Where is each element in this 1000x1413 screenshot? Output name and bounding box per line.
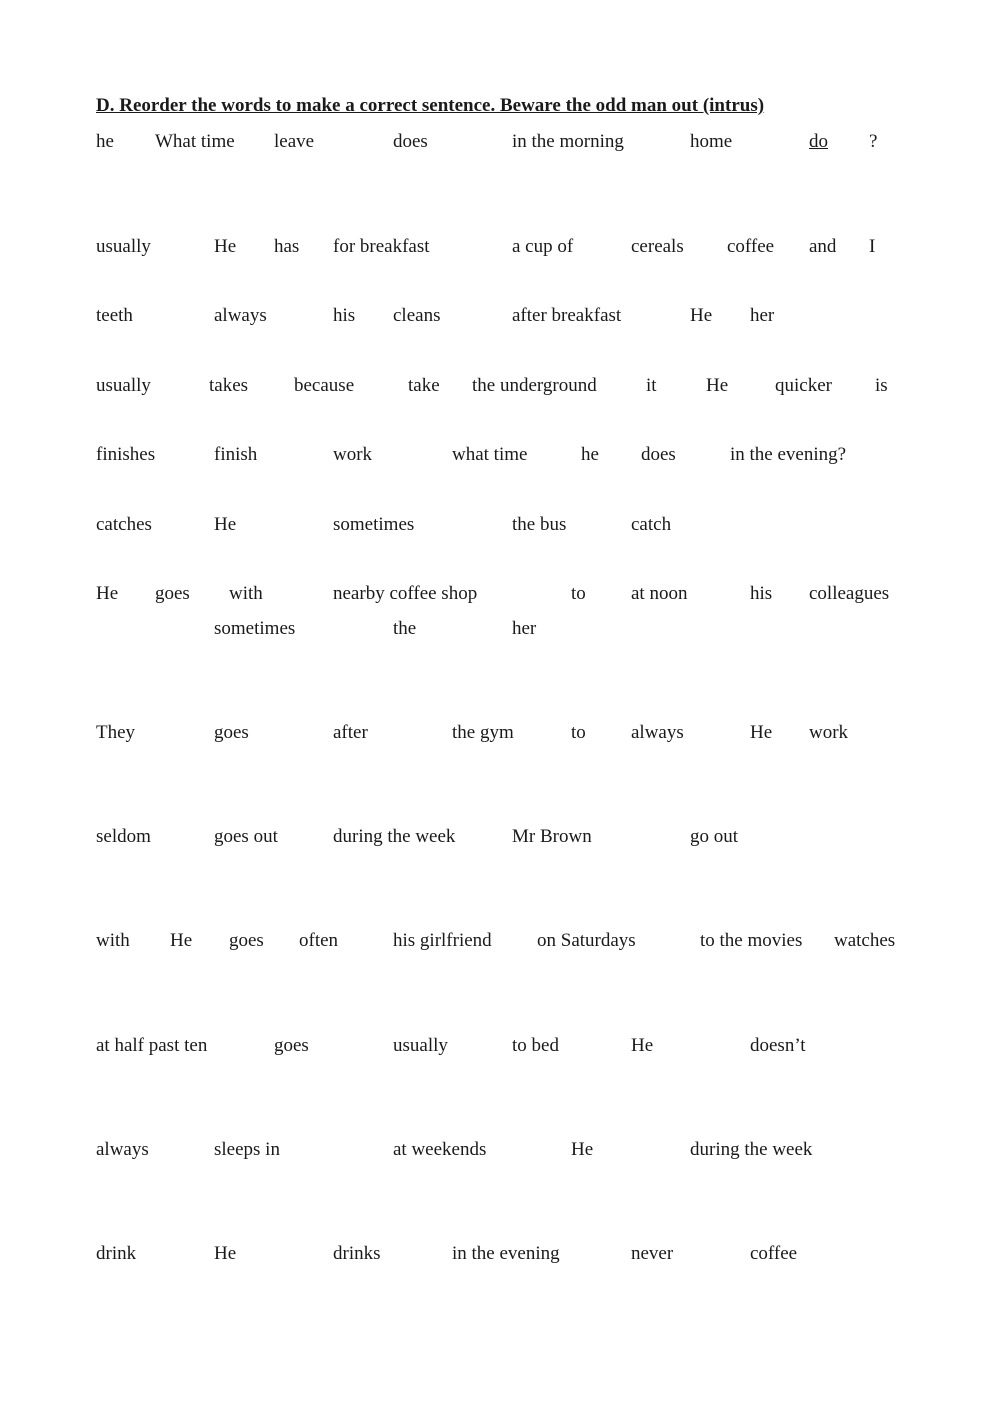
word-chip: in the morning [512, 131, 624, 152]
word-chip: coffee [727, 236, 775, 257]
word-chip: He [690, 305, 713, 326]
word-chip: his [333, 305, 356, 326]
word-chip: goes out [214, 826, 278, 847]
word-chip: because [294, 375, 355, 396]
word-chip: coffee [750, 1243, 798, 1264]
exercise-heading: D. Reorder the words to make a correct sentence. Beware the odd man out (intrus) [96, 95, 765, 116]
word-chip: her [512, 618, 537, 639]
word-chip: sometimes [333, 514, 415, 535]
word-chip: sometimes [214, 618, 296, 639]
word-chip: usually [96, 236, 151, 257]
word-chip: he [96, 131, 114, 152]
word-chip: He [170, 930, 193, 951]
word-chip: at weekends [393, 1139, 487, 1160]
word-chip: They [96, 722, 136, 743]
word-chip: catch [631, 514, 672, 535]
word-chip: on Saturdays [537, 930, 636, 951]
word-chip: has [274, 236, 300, 257]
word-chip: the bus [512, 514, 567, 535]
word-chip: often [299, 930, 339, 951]
word-chip: do [809, 131, 828, 152]
word-chip: He [214, 1243, 237, 1264]
word-chip: always [96, 1139, 149, 1160]
word-chip: Mr Brown [512, 826, 592, 847]
word-chip: does [641, 444, 676, 465]
word-chip: work [809, 722, 849, 743]
word-chip: he [581, 444, 599, 465]
word-chip: in the evening [452, 1243, 560, 1264]
word-chip: goes [229, 930, 264, 951]
word-chip: teeth [96, 305, 133, 326]
word-chip: drink [96, 1243, 137, 1264]
word-chip: usually [96, 375, 151, 396]
word-chip: to [571, 583, 586, 604]
word-chip: leave [274, 131, 315, 152]
word-chip: her [750, 305, 775, 326]
word-chip: He [214, 236, 237, 257]
word-chip: the underground [472, 375, 597, 396]
word-chip: He [214, 514, 237, 535]
word-chip: sleeps in [214, 1139, 280, 1160]
word-chip: He [750, 722, 773, 743]
word-chip: He [631, 1035, 654, 1056]
word-chip: goes [274, 1035, 309, 1056]
word-chip: to bed [512, 1035, 559, 1056]
word-chip: never [631, 1243, 674, 1264]
word-chip: is [875, 375, 888, 396]
word-chip: colleagues [809, 583, 890, 604]
word-chip: for breakfast [333, 236, 430, 257]
word-chip: He [706, 375, 729, 396]
word-chip: What time [155, 131, 235, 152]
word-chip: a cup of [512, 236, 574, 257]
word-chip: finish [214, 444, 258, 465]
word-chip: go out [690, 826, 739, 847]
word-chip: his girlfriend [393, 930, 492, 951]
word-chip: home [690, 131, 733, 152]
word-chip: after [333, 722, 368, 743]
word-chip: at half past ten [96, 1035, 208, 1056]
word-chip: cereals [631, 236, 684, 257]
word-chip: with [96, 930, 130, 951]
word-chip: drinks [333, 1243, 381, 1264]
word-chip: during the week [690, 1139, 813, 1160]
word-chip: it [646, 375, 657, 396]
word-chip: He [96, 583, 119, 604]
word-chip: watches [834, 930, 896, 951]
word-chip: He [571, 1139, 594, 1160]
word-chip: takes [209, 375, 249, 396]
word-chip: ? [869, 131, 878, 152]
word-chip: cleans [393, 305, 441, 326]
word-chip: catches [96, 514, 152, 535]
word-chip: usually [393, 1035, 448, 1056]
word-chip: goes [214, 722, 249, 743]
word-chip: with [229, 583, 263, 604]
word-chip: at noon [631, 583, 688, 604]
word-chip: the gym [452, 722, 514, 743]
word-chip: work [333, 444, 373, 465]
word-chip: does [393, 131, 428, 152]
word-chip: finishes [96, 444, 156, 465]
word-chip: after breakfast [512, 305, 622, 326]
word-chip: the [393, 618, 417, 639]
word-chip: always [631, 722, 684, 743]
word-chip: to [571, 722, 586, 743]
word-chip: quicker [775, 375, 832, 396]
word-chip: doesn’t [750, 1035, 806, 1056]
word-chip: his [750, 583, 773, 604]
word-chip: what time [452, 444, 528, 465]
word-chip: in the evening? [730, 444, 847, 465]
word-chip: always [214, 305, 267, 326]
word-chip: and [809, 236, 837, 257]
word-chip: during the week [333, 826, 456, 847]
word-chip: seldom [96, 826, 151, 847]
word-chip: to the movies [700, 930, 803, 951]
word-chip: goes [155, 583, 190, 604]
word-chip: nearby coffee shop [333, 583, 478, 604]
word-chip: take [408, 375, 440, 396]
word-chip: I [869, 236, 876, 257]
